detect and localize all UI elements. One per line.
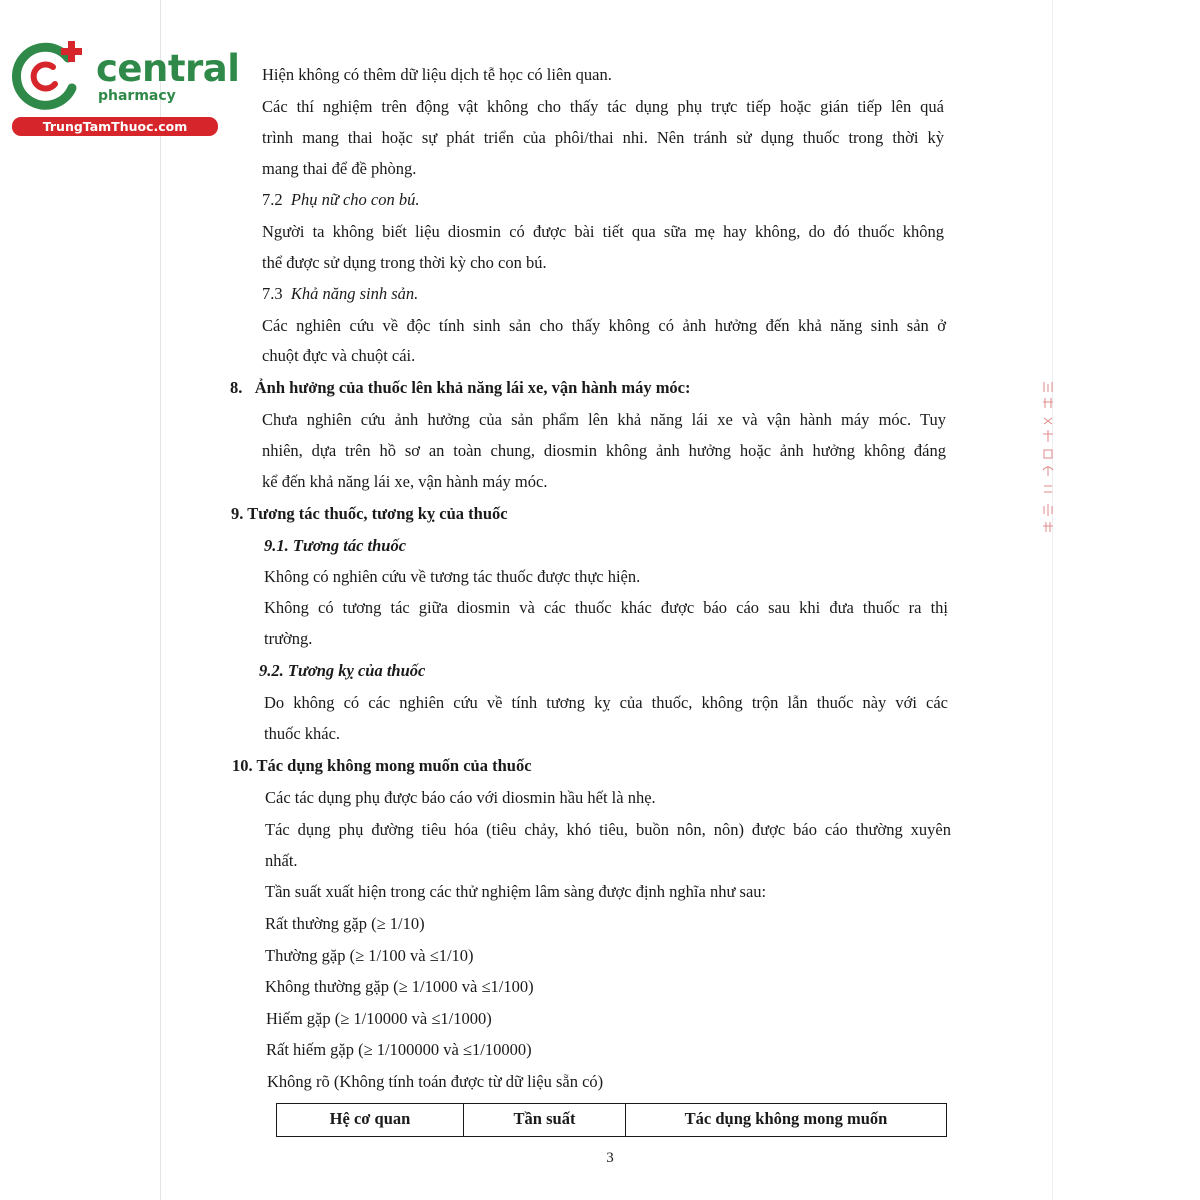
paragraph-breastfeeding-line2: thể được sử dụng trong thời kỳ cho con bú. — [262, 253, 547, 272]
paragraph-driving-line2: nhiên, dựa trên hồ sơ an toàn chung, diosmin không ảnh hưởng hoặc ảnh hưởng không đáng — [262, 441, 946, 460]
section-7-2-title: Phụ nữ cho con bú. — [290, 190, 420, 209]
section-9-2-heading: 9.2. Tương kỵ của thuốc — [259, 661, 426, 680]
logo-url-banner: TrungTamThuoc.com — [12, 117, 218, 136]
paragraph-frequency-intro: Tần suất xuất hiện trong các thử nghiệm lâm sàng được định nghĩa như sau: — [265, 882, 767, 901]
page-edge-left — [160, 0, 161, 1200]
paragraph-animal-studies-line2: trình mang thai hoặc sự phát triển của phôi/thai nhi. Nên tránh sử dụng thuốc trong thời kỳ — [262, 128, 944, 147]
paragraph-side-effects-mild: Các tác dụng phụ được báo cáo với diosmin hầu hết là nhẹ. — [265, 788, 656, 807]
paragraph-driving-line1: Chưa nghiên cứu ảnh hưởng của sản phẩm lên khả năng lái xe và vận hành máy móc. Tuy — [262, 410, 946, 429]
paragraph-fertility-line1: Các nghiên cứu về độc tính sinh sản cho thấy không có ảnh hưởng đến khả năng sinh sản ở — [262, 316, 946, 335]
section-7-2-heading — [262, 189, 419, 211]
vertical-stamp-icon — [1040, 378, 1056, 538]
paragraph-epidemiology: Hiện không có thêm dữ liệu dịch tễ học có liên quan. — [262, 65, 612, 84]
paragraph-no-interaction-study: Không có nghiên cứu về tương tác thuốc được thực hiện. — [264, 567, 641, 586]
logo-name: central — [96, 47, 240, 90]
paragraph-post-market-line2: trường. — [264, 629, 313, 648]
central-pharmacy-logo[interactable] — [10, 36, 240, 136]
frequency-item: Không rõ (Không tính toán được từ dữ liệu sẵn có) — [267, 1072, 604, 1091]
paragraph-post-market-line1: Không có tương tác giữa diosmin và các thuốc khác được báo cáo sau khi đưa thuốc ra thị — [264, 598, 948, 617]
table-header-frequency: Tần suất — [464, 1104, 626, 1136]
paragraph-driving-line3: kể đến khả năng lái xe, vận hành máy móc. — [262, 472, 548, 491]
section-10-heading: 10. Tác dụng không mong muốn của thuốc — [232, 756, 532, 775]
section-9-heading: 9. Tương tác thuốc, tương kỵ của thuốc — [231, 504, 508, 523]
frequency-item: Rất thường gặp (≥ 1/10) — [265, 914, 425, 933]
section-7-3-number: 7.3 — [262, 284, 283, 303]
section-7-3-title: Khả năng sinh sản. — [290, 284, 419, 303]
frequency-item: Thường gặp (≥ 1/100 và ≤1/10) — [265, 946, 474, 965]
adverse-effects-table — [276, 1103, 947, 1137]
frequency-item: Không thường gặp (≥ 1/1000 và ≤1/100) — [265, 977, 534, 996]
paragraph-incompatibility-line1: Do không có các nghiên cứu về tính tương kỵ của thuốc, không trộn lẫn thuốc này với các — [264, 693, 948, 712]
section-8-heading: 8. Ảnh hưởng của thuốc lên khả năng lái xe, vận hành máy móc: — [230, 378, 691, 397]
section-7-3-heading — [262, 283, 418, 305]
paragraph-gi-effects-line1: Tác dụng phụ đường tiêu hóa (tiêu chảy, khó tiêu, buồn nôn, nôn) được báo cáo thường xuyên — [265, 820, 951, 839]
paragraph-incompatibility-line2: thuốc khác. — [264, 724, 341, 743]
frequency-item: Rất hiếm gặp (≥ 1/100000 và ≤1/10000) — [266, 1040, 532, 1059]
table-header-organ-system: Hệ cơ quan — [277, 1104, 464, 1136]
page-edge-right — [1052, 0, 1053, 1200]
paragraph-fertility-line2: chuột đực và chuột cái. — [262, 346, 416, 365]
paragraph-breastfeeding-line1: Người ta không biết liệu diosmin có được bài tiết qua sữa mẹ hay không, do đó thuốc không — [262, 222, 944, 241]
section-9-1-heading: 9.1. Tương tác thuốc — [264, 536, 407, 555]
logo-subtitle: pharmacy — [98, 88, 176, 104]
paragraph-animal-studies-line1: Các thí nghiệm trên động vật không cho thấy tác dụng phụ trực tiếp hoặc gián tiếp lên quá — [262, 97, 944, 116]
paragraph-gi-effects-line2: nhất. — [265, 851, 298, 870]
section-7-2-number: 7.2 — [262, 190, 283, 209]
paragraph-animal-studies-line3: mang thai để đề phòng. — [262, 159, 417, 178]
table-header-adverse-effect: Tác dụng không mong muốn — [684, 1109, 888, 1128]
pharmacy-cross-logo-icon — [10, 36, 90, 116]
frequency-item: Hiếm gặp (≥ 1/10000 và ≤1/1000) — [266, 1009, 492, 1028]
page-number: 3 — [606, 1150, 614, 1166]
